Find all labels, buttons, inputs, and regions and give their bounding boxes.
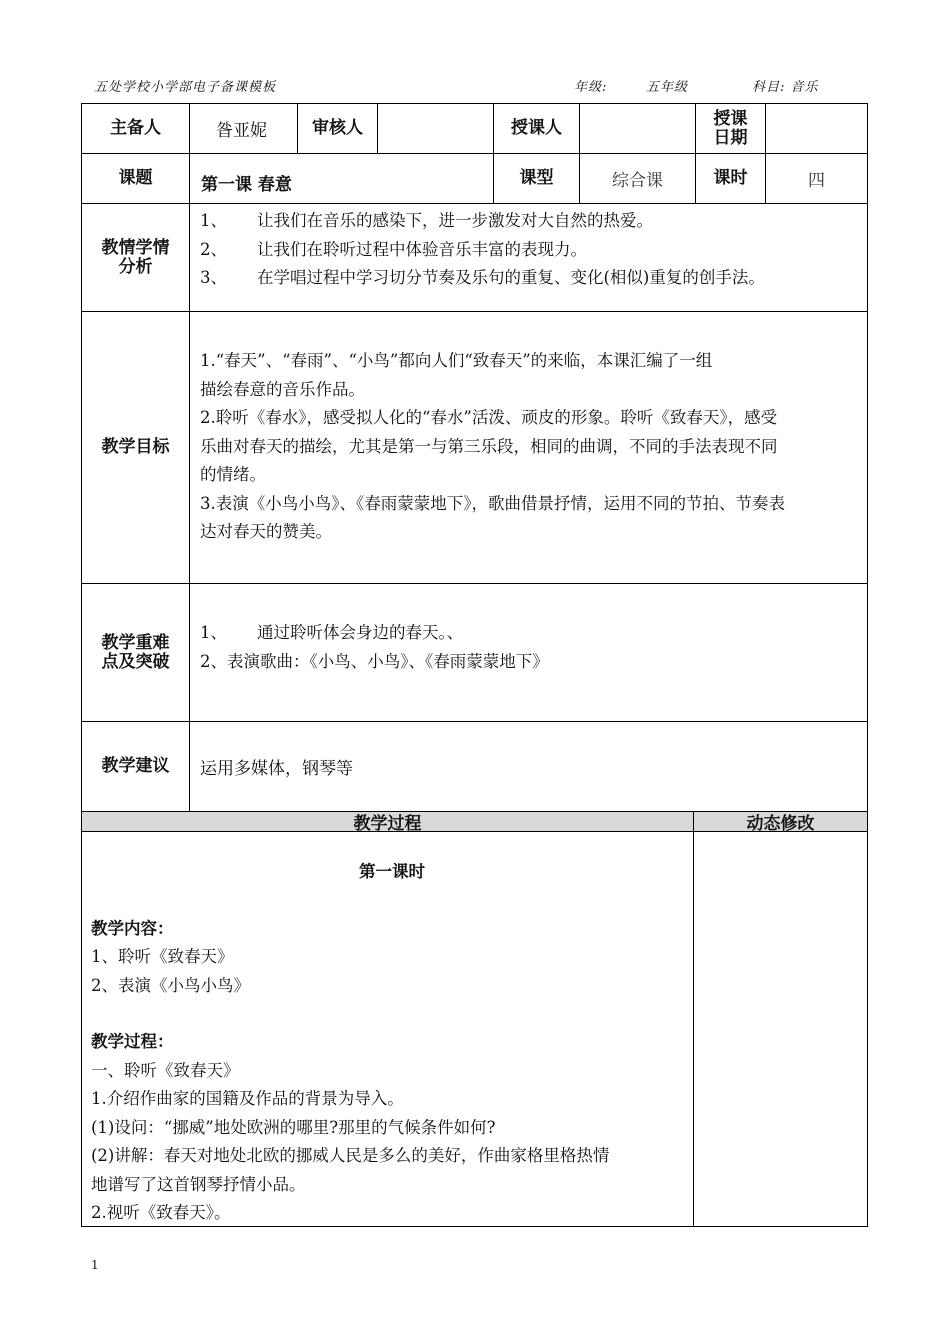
- date-label-line2: 日期: [713, 127, 748, 148]
- keypoints-content: [189, 583, 868, 722]
- reviewer-value: [377, 103, 494, 154]
- goals-line: 1.“春天”、“春雨”、“小鸟”都向人们“致春天”的来临，本课汇编了一组: [200, 351, 713, 370]
- date-label-line1: 授课: [713, 108, 748, 129]
- goals-line: 达对春天的赞美。: [200, 522, 332, 541]
- analysis-label-line2: 分析: [118, 256, 153, 277]
- goals-line: 乐曲对春天的描绘，尤其是第一与第三乐段，相同的曲调，不同的手法表现不同: [200, 436, 778, 456]
- session-title: 第一课时: [359, 862, 425, 881]
- hours-value: 四: [765, 153, 868, 204]
- process-heading: 教学过程：: [91, 1032, 174, 1051]
- goals-line: 描绘春意的音乐作品。: [200, 379, 365, 399]
- preparer-label: 主备人: [81, 103, 190, 154]
- keypoints-line: 2、表演歌曲：《小鸟、小鸟》、《春雨蒙蒙地下》: [200, 651, 549, 671]
- goals-line: 3.表演《小鸟小鸟》、《春雨蒙蒙地下》，歌曲借景抒情，运用不同的节拍、节奏表: [200, 493, 785, 513]
- page-number: 1: [91, 1258, 99, 1272]
- goals-line: 的情绪。: [200, 465, 266, 484]
- process-step: 一、聆听《致春天》: [91, 1060, 240, 1080]
- analysis-item-num: 2、: [200, 239, 227, 259]
- analysis-label-line1: 教情学情: [101, 237, 170, 258]
- analysis-item-text: 让我们在聆听过程中体验音乐丰富的表现力。: [257, 239, 587, 259]
- analysis-item-num: 3、: [200, 268, 227, 287]
- analysis-label: [81, 203, 190, 312]
- revision-header: 动态修改: [693, 811, 868, 832]
- process-step: 1.介绍作曲家的国籍及作品的背景为导入。: [91, 1089, 404, 1108]
- keypoints-label: [81, 583, 190, 722]
- type-value: 综合课: [579, 153, 696, 204]
- analysis-item: [200, 207, 867, 236]
- lesson-plan-table: [81, 103, 868, 1227]
- process-header: 教学过程: [81, 811, 694, 832]
- grade-label: 年级:: [574, 80, 608, 95]
- keypoints-num: 1、: [200, 623, 227, 642]
- keypoints-text: 通过聆听体会身边的春天。、: [257, 623, 464, 642]
- keypoints-label-line2: 点及突破: [101, 651, 170, 672]
- date-value: [765, 103, 868, 154]
- analysis-item-text: 让我们在音乐的感染下，进一步激发对大自然的热爱。: [257, 211, 653, 230]
- process-content: [81, 831, 694, 1227]
- date-label: [695, 103, 766, 154]
- revision-content: [693, 831, 868, 1227]
- preparer-value: 昝亚妮: [189, 103, 298, 154]
- content-item: 2、表演《小鸟小鸟》: [91, 975, 250, 995]
- teacher-value: [579, 103, 696, 154]
- content-heading: 教学内容：: [91, 918, 174, 938]
- process-step: 地谱写了这首钢琴抒情小品。: [91, 1174, 306, 1194]
- analysis-content: [189, 203, 868, 312]
- reviewer-label: 审核人: [297, 103, 378, 154]
- suggestion-value: 运用多媒体，钢琴等: [189, 721, 868, 812]
- analysis-item-num: 1、: [200, 211, 227, 230]
- subject-label: 科目: 音乐: [752, 80, 819, 95]
- analysis-item-text: 在学唱过程中学习切分节奏及乐句的重复、变化(相似)重复的创手法。: [257, 268, 765, 287]
- goals-content: [189, 311, 868, 584]
- content-item: 1、聆听《致春天》: [91, 947, 234, 966]
- analysis-item: [200, 236, 867, 265]
- teacher-label: 授课人: [493, 103, 580, 154]
- process-step: 2.视听《致春天》。: [91, 1203, 231, 1222]
- type-label: 课型: [493, 153, 580, 204]
- school-template-title: 五处学校小学部电子备课模板: [94, 80, 277, 95]
- analysis-item: [200, 264, 867, 293]
- process-step: (1)设问：“挪威”地处欧洲的哪里?那里的气候条件如何?: [91, 1117, 496, 1137]
- keypoints-line: [200, 619, 867, 648]
- topic-label: 课题: [81, 153, 190, 204]
- process-step: (2)讲解：春天对地处北欧的挪威人民是多么的美好，作曲家格里格热情: [91, 1146, 610, 1165]
- keypoints-label-line1: 教学重难: [101, 632, 170, 653]
- goals-label: 教学目标: [81, 311, 190, 584]
- suggestion-label: 教学建议: [81, 721, 190, 812]
- topic-value: 第一课 春意: [189, 153, 494, 204]
- goals-line: 2.聆听《春水》，感受拟人化的“春水”活泼、顽皮的形象。聆听《致春天》，感受: [200, 408, 778, 427]
- hours-label: 课时: [695, 153, 766, 204]
- grade-value: 五年级: [646, 80, 689, 95]
